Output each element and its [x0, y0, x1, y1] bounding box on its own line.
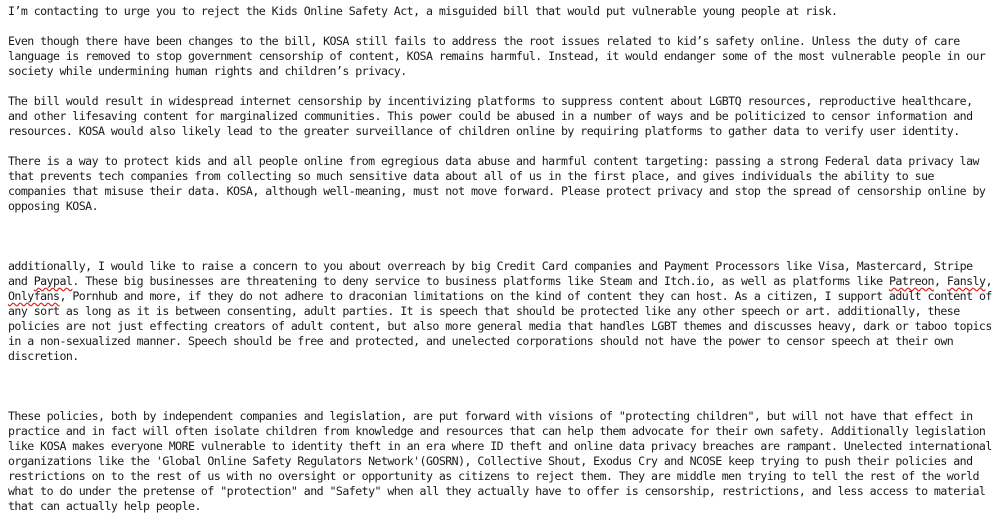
- blank-lines: [8, 214, 992, 259]
- misspelled-word-onlyfans[interactable]: Onlyfans: [8, 289, 60, 303]
- paragraph-privacy-law: There is a way to protect kids and all people online from egregious data abuse and harmful content targeting: passing a strong Federal data privacy law that prevents tech companies from collecting so much sensitive data about all of us in the first place, and gives individuals the ability to sue companies that misuse their data. KOSA, although well-meaning, must not move forward. Please protect privacy and stop the spread of censorship online by opposing KOSA.: [8, 154, 992, 213]
- blank-line: [8, 139, 992, 154]
- paragraph-payment-processors: [8, 259, 999, 364]
- paragraph-intro: I’m contacting to urge you to reject the Kids Online Safety Act, a misguided bill that would put vulnerable young people at risk.: [8, 4, 838, 18]
- blank-line: [8, 19, 992, 34]
- payment-text-part1: additionally, I would like to raise a concern to you about overreach by big Credit Card companies and Payment Processors like Visa, Mastercard, Stripe and: [8, 259, 979, 288]
- paragraph-duty-of-care: Even though there have been changes to the bill, KOSA still fails to address the root issues related to kid’s safety online. Unless the duty of care language is removed to stop government censorship of content, KOSA remains harmful. Instead, it would endanger some of the most vulnerable people in our society while undermining human rights and children’s privacy.: [8, 34, 992, 78]
- separator: ,: [985, 274, 999, 288]
- paragraph-censorship: The bill would result in widespread internet censorship by incentivizing platforms to suppress content about LGBTQ resources, reproductive healthcare, and other lifesaving content for marginalized communities. This power could be abused in a number of ways and be politicized to censor information and resources. KOSA would also likely lead to the greater surveillance of children online by requiring platforms to gather data to verify user identity.: [8, 94, 979, 138]
- blank-line: [8, 79, 992, 94]
- blank-lines: [8, 364, 992, 409]
- separator: ,: [933, 274, 947, 288]
- misspelled-word-paypal[interactable]: Paypal: [33, 274, 73, 288]
- misspelled-word-patreon[interactable]: Patreon: [888, 274, 934, 288]
- payment-text-part3: , Pornhub and more, if they do not adhere to draconian limitations on the kind of content they can host. As a citizen, I support adult content of any sort as long as it is between consenting, adult parties. It is speech that should be protected like any other speech or art. additionally, these policies are not just effecting creators of adult content, but also more general media that handles LGBT themes and discusses heavy, dark or taboo topics in a non-sexualized manner. Speech should be free and protected, and unelected corporations should not have the power to censor speech at their own discretion.: [8, 289, 999, 363]
- paragraph-protecting-children: These policies, both by independent companies and legislation, are put forward with visions of "protecting children", but will not have that effect in practice and in fact will often isolate children from knowledge and resources that can help them advocate for their own safety. Additionally legislation like KOSA makes everyone MORE vulnerable to identity theft in an era where ID theft and online data privacy breaches are rampant. Unelected international organizations like the 'Global Online Safety Regulators Network'(GOSRN), Collective Shout, Exodus Cry and NCOSE keep trying to push their policies and restrictions on to the rest of us with no oversight or opportunity as citizens to reject them. They are middle men trying to tell the rest of the world what to do under the pretense of "protection" and "Safety" when all they actually have to offer is censorship, restrictions, and less access to material that can actually help people.: [8, 409, 999, 513]
- misspelled-word-fansly[interactable]: Fansly: [946, 274, 986, 288]
- payment-text-part2: . These big businesses are threatening to deny service to business platforms like Steam and Itch.io, as well as platforms like: [72, 274, 889, 288]
